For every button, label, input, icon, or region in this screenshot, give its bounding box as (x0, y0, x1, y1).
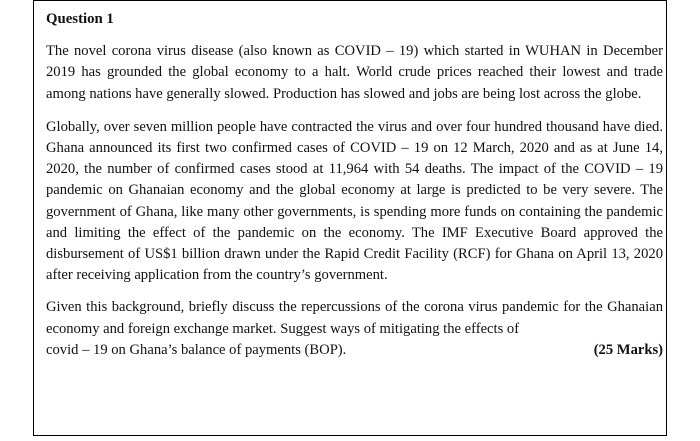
marks-label: (25 Marks) (593, 341, 663, 358)
question-heading: Question 1 (46, 11, 114, 27)
task-text-end: covid – 19 on Ghana’s balance of payments (BOP). (46, 341, 347, 358)
task-last-line (46, 340, 663, 361)
paragraph-task (46, 297, 663, 361)
task-text: Given this background, briefly discuss the repercussions of the corona virus pandemic for the Ghanaian economy and foreign exchange market. Suggest ways of mitigating the effects of (46, 299, 663, 337)
paragraph-ghana-context: Globally, over seven million people have contracted the virus and over four hundred thousand have died. Ghana announced its first two confirmed cases of COVID – 19 on 12 March, 2020 and as at June 14, 2020, the number of confirmed cases stood at 11,964 with 54 deaths. The impact of the COVID – 19 pandemic on Ghanaian economy and the global economy at large is predicted to be very severe. The government of Ghana, like many other governments, is spending more funds on containing the pandemic and limiting the effect of the pandemic on the economy. The IMF Executive Board approved the disbursement of US$1 billion drawn under the Rapid Credit Facility (RCF) for Ghana on April 13, 2020 after receiving application from the country’s government. (46, 118, 663, 284)
question-content (46, 9, 663, 361)
paragraph-intro: The novel corona virus disease (also known as COVID – 19) which started in WUHAN in December 2019 has grounded the global economy to a halt. World crude prices reached their lowest and trade among nations have generally slowed. Production has slowed and jobs are being lost across the globe. (46, 43, 663, 102)
